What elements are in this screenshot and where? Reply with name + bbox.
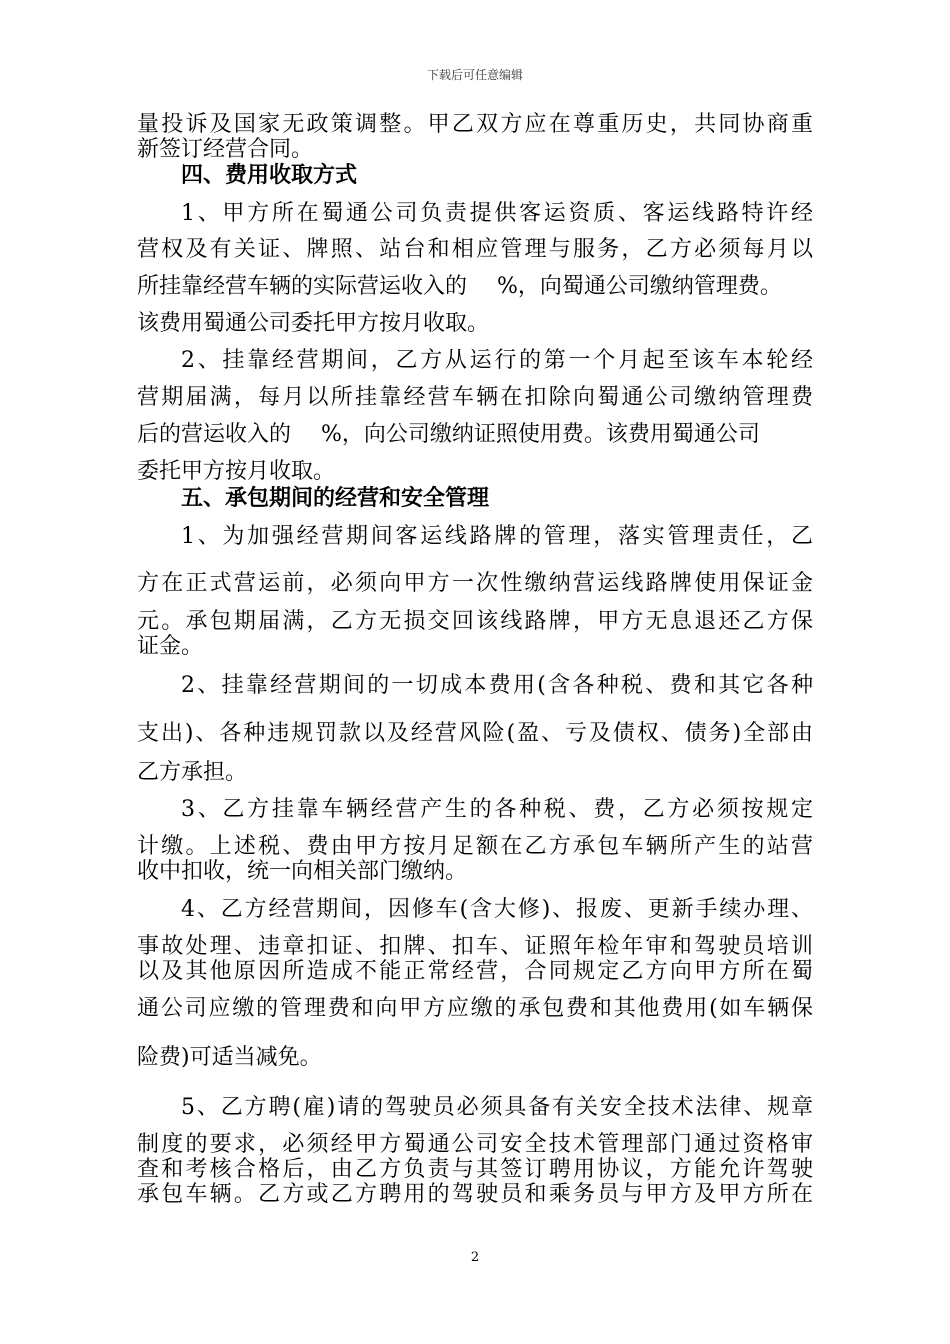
- text-line: 乙方承担。: [137, 760, 248, 785]
- section-heading: 四、费用收取方式: [181, 162, 358, 188]
- text-fragment: 后的营运收入的: [137, 422, 292, 447]
- text-line: 营期届满，每月以所挂靠经营车辆在扣除向蜀通公司缴纳管理费: [137, 385, 813, 410]
- text-line: 2、挂靠经营期间，乙方从运行的第一个月起至该车本轮经: [181, 348, 813, 373]
- text-line: 以及其他原因所造成不能正常经营，合同规定乙方向甲方所在蜀: [137, 959, 813, 984]
- text-line: 5、乙方聘(雇)请的驾驶员必须具备有关安全技术法律、规章: [181, 1095, 813, 1120]
- text-line: 1、为加强经营期间客运线路牌的管理，落实管理责任，乙: [181, 524, 813, 549]
- text-line: 收中扣收，统一向相关部门缴纳。: [137, 859, 468, 884]
- text-line: 支出)、各种违规罚款以及经营风险(盈、亏及债权、债务)全部由: [137, 721, 813, 746]
- text-line: 计缴。上述税、费由甲方按月足额在乙方承包车辆所产生的站营: [137, 834, 813, 859]
- text-line: 通公司应缴的管理费和向甲方应缴的承包费和其他费用(如车辆保: [137, 996, 813, 1021]
- text-fragment: %，向公司缴纳证照使用费。该费用蜀通公司: [321, 422, 760, 447]
- text-fragment: 所挂靠经营车辆的实际营运收入的: [137, 274, 468, 299]
- text-fragment: %，向蜀通公司缴纳管理费。: [497, 274, 782, 299]
- page-number: 2: [470, 1250, 480, 1265]
- text-line: 承包车辆。乙方或乙方聘用的驾驶员和乘务员与甲方及甲方所在: [137, 1182, 813, 1207]
- text-line: 险费)可适当减免。: [137, 1045, 322, 1070]
- text-line: 事故处理、违章扣证、扣牌、扣车、证照年检年审和驾驶员培训: [137, 934, 813, 959]
- text-line: 4、乙方经营期间，因修车(含大修)、报废、更新手续办理、: [181, 897, 813, 922]
- text-line: 量投诉及国家无政策调整。甲乙双方应在尊重历史，共同协商重: [137, 112, 813, 137]
- text-line: 制度的要求，必须经甲方蜀通公司安全技术管理部门通过资格审: [137, 1132, 813, 1157]
- text-line: 元。承包期届满，乙方无损交回该线路牌，甲方无息退还乙方保: [137, 609, 813, 634]
- text-line: 3、乙方挂靠车辆经营产生的各种税、费，乙方必须按规定: [181, 797, 813, 822]
- page-header: 下载后可任意编辑: [426, 68, 523, 82]
- text-line: 新签订经营合同。: [137, 137, 314, 162]
- text-line: 1、甲方所在蜀通公司负责提供客运资质、客运线路特许经: [181, 201, 813, 226]
- text-line: 该费用蜀通公司委托甲方按月收取。: [137, 311, 490, 336]
- text-line: 证金。: [137, 634, 204, 659]
- text-line: 方在正式营运前，必须向甲方一次性缴纳营运线路牌使用保证金: [137, 571, 813, 596]
- text-line: [137, 273, 782, 301]
- text-line: 委托甲方按月收取。: [137, 459, 336, 484]
- text-line: 2、挂靠经营期间的一切成本费用(含各种税、费和其它各种: [181, 673, 813, 698]
- text-line: 查和考核合格后，由乙方负责与其签订聘用协议，方能允许驾驶: [137, 1157, 813, 1182]
- text-line: [137, 421, 760, 449]
- text-line: 营权及有关证、牌照、站台和相应管理与服务，乙方必须每月以: [137, 237, 813, 262]
- section-heading: 五、承包期间的经营和安全管理: [181, 485, 490, 511]
